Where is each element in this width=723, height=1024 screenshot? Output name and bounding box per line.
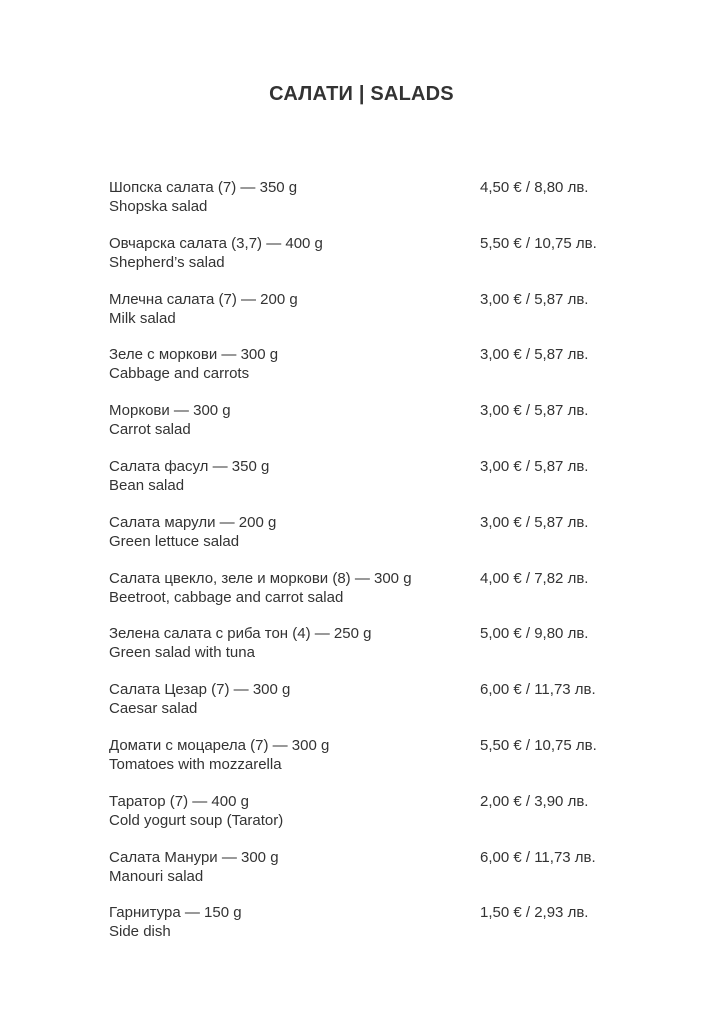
- menu-item: [109, 457, 629, 513]
- item-price: 2,00 € / 3,90 лв.: [480, 792, 589, 810]
- item-name-en: Shopska salad: [109, 198, 208, 215]
- item-name-bg: Шопска салата (7) — 350 g: [109, 179, 298, 196]
- menu-item: [109, 903, 629, 959]
- item-price: 4,50 € / 8,80 лв.: [480, 179, 589, 196]
- item-name-bg: Зелена салата с риба тон (4) — 250 g: [109, 625, 372, 643]
- item-name-bg: Овчарска салата (3,7) — 400 g: [109, 234, 323, 252]
- menu-item: [109, 234, 629, 290]
- item-name-bg: Моркови — 300 g: [109, 402, 231, 420]
- item-price: 5,50 € / 10,75 лв.: [480, 736, 597, 754]
- item-price: 3,00 € / 5,87 лв.: [480, 290, 589, 308]
- item-name-bg: Зеле с моркови — 300 g: [109, 346, 279, 364]
- item-name-bg: Млечна салата (7) — 200 g: [109, 290, 298, 308]
- item-price: 3,00 € / 5,87 лв.: [480, 457, 589, 475]
- item-name-bg: Гарнитура — 150 g: [109, 904, 242, 922]
- menu-item: [109, 178, 629, 234]
- menu-item: [109, 401, 629, 457]
- menu-item: [109, 680, 629, 736]
- item-name-en: Green lettuce salad: [109, 532, 240, 550]
- item-name-bg: Салата марули — 200 g: [109, 513, 277, 531]
- menu-item: [109, 345, 629, 401]
- item-name-bg: Домати с моцарела (7) — 300 g: [109, 736, 330, 754]
- menu-item: [109, 290, 629, 346]
- item-name-bg: Салата фасул — 350 g: [109, 457, 270, 475]
- menu-item: [109, 513, 629, 569]
- item-name-en: Bean salad: [109, 476, 185, 494]
- item-price: 6,00 € / 11,73 лв.: [480, 848, 596, 866]
- item-name-en: Cold yogurt soup (Tarator): [109, 811, 284, 829]
- item-name-en: Tomatoes with mozzarella: [109, 755, 282, 773]
- page-title: САЛАТИ | SALADS: [269, 83, 454, 105]
- item-name-bg: Салата Манури — 300 g: [109, 848, 279, 866]
- item-price: 6,00 € / 11,73 лв.: [480, 681, 596, 699]
- item-name-en: Caesar salad: [109, 700, 198, 718]
- item-name-en: Shepherd’s salad: [109, 253, 225, 271]
- item-name-bg: Таратор (7) — 400 g: [109, 792, 249, 810]
- item-price: 3,00 € / 5,87 лв.: [480, 346, 589, 364]
- menu-item: [109, 848, 629, 904]
- item-name-en: Green salad with tuna: [109, 644, 255, 662]
- item-name-en: Manouri salad: [109, 867, 204, 885]
- item-name-bg: Салата цвекло, зеле и моркови (8) — 300 g: [109, 569, 412, 587]
- item-price: 3,00 € / 5,87 лв.: [480, 402, 589, 420]
- item-price: 5,50 € / 10,75 лв.: [480, 234, 597, 252]
- menu-item: [109, 624, 629, 680]
- item-name-en: Carrot salad: [109, 421, 191, 439]
- item-price: 5,00 € / 9,80 лв.: [480, 625, 589, 643]
- salad-menu-list: [109, 178, 629, 959]
- menu-item: [109, 792, 629, 848]
- item-name-en: Cabbage and carrots: [109, 365, 250, 383]
- item-price: 4,00 € / 7,82 лв.: [480, 569, 589, 587]
- item-name-bg: Салата Цезар (7) — 300 g: [109, 681, 291, 699]
- item-name-en: Side dish: [109, 923, 171, 941]
- item-price: 1,50 € / 2,93 лв.: [480, 904, 589, 922]
- menu-item: [109, 736, 629, 792]
- item-name-en: Beetroot, cabbage and carrot salad: [109, 588, 344, 606]
- item-price: 3,00 € / 5,87 лв.: [480, 513, 589, 531]
- item-name-en: Milk salad: [109, 309, 176, 327]
- menu-item: [109, 569, 629, 625]
